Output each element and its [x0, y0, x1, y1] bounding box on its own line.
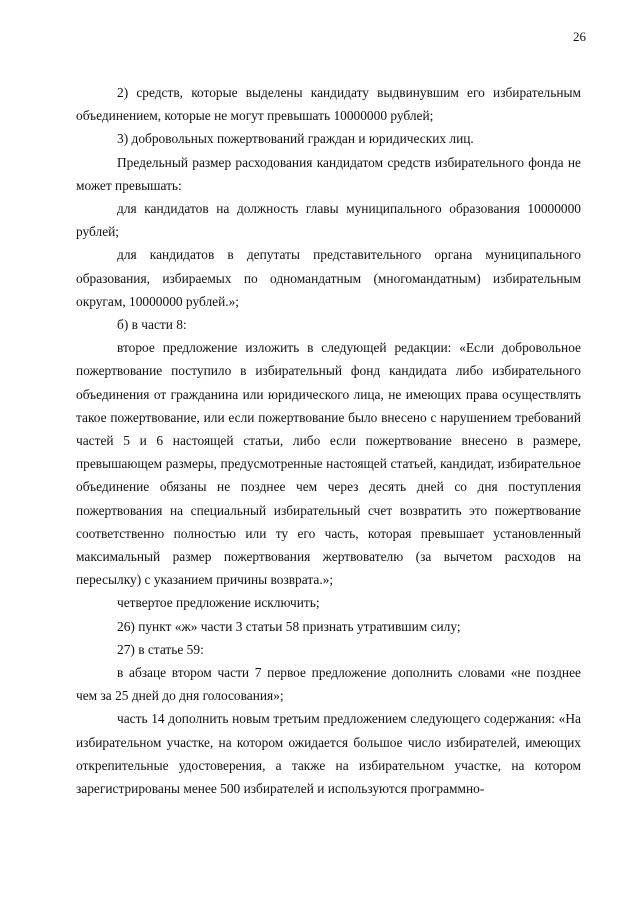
paragraph: второе предложение изложить в следующей редакции: «Если добровольное пожертвование поступило в избирательный фонд кандидата либо избирательного объединения от гражданина или юридического лица, не имеющих права осуществлять такое пожертвование, или если пожертвование было внесено с нарушением требований частей 5 и 6 настоящей статьи, либо если пожертвование внесено в размере, превышающем размеры, предусмотренные настоящей статьей, кандидат, избирательное объединение обязаны не позднее чем через десять дней со дня поступления пожертвования на специальный избирательный счет возвратить это пожертвование соответственно полностью или ту его часть, которая превышает установленный максимальный размер пожертвования жертвователю (за вычетом расходов на пересылку) с указанием причины возврата.»;: [76, 340, 581, 588]
paragraph: для кандидатов на должность главы муниципального образования 10000000 рублей;: [76, 201, 581, 240]
paragraph: Предельный размер расходования кандидатом средств избирательного фонда не может превышать:: [76, 154, 581, 193]
paragraph: 26) пункт «ж» части 3 статьи 58 признать утратившим силу;: [117, 618, 461, 634]
page-number: 26: [573, 29, 586, 44]
paragraph: 27) в статье 59:: [117, 641, 204, 657]
paragraph: четвертое предложение исключить;: [117, 595, 320, 611]
paragraph: часть 14 дополнить новым третьим предложением следующего содержания: «На избирательном участке, на котором ожидается большое число избирателей, имеющих открепительные удостоверения, а также на избирательном участке, на котором зарегистрированы менее 500 избирателей и используются программно-: [76, 711, 581, 797]
paragraph: 3) добровольных пожертвований граждан и юридических лиц.: [117, 131, 474, 147]
paragraph: б) в части 8:: [117, 317, 187, 333]
paragraph: 2) средств, которые выделены кандидату выдвинувшим его избирательным объединением, которые не могут превышать 10000000 рублей;: [76, 85, 581, 124]
paragraph: для кандидатов в депутаты представительного органа муниципального образования, избираемых по одномандатным (многомандатным) избирательным округам, 10000000 рублей.»;: [76, 247, 581, 309]
paragraph: в абзаце втором части 7 первое предложение дополнить словами «не позднее чем за 25 дней до дня голосования»;: [76, 665, 581, 704]
document-body: [76, 81, 581, 800]
